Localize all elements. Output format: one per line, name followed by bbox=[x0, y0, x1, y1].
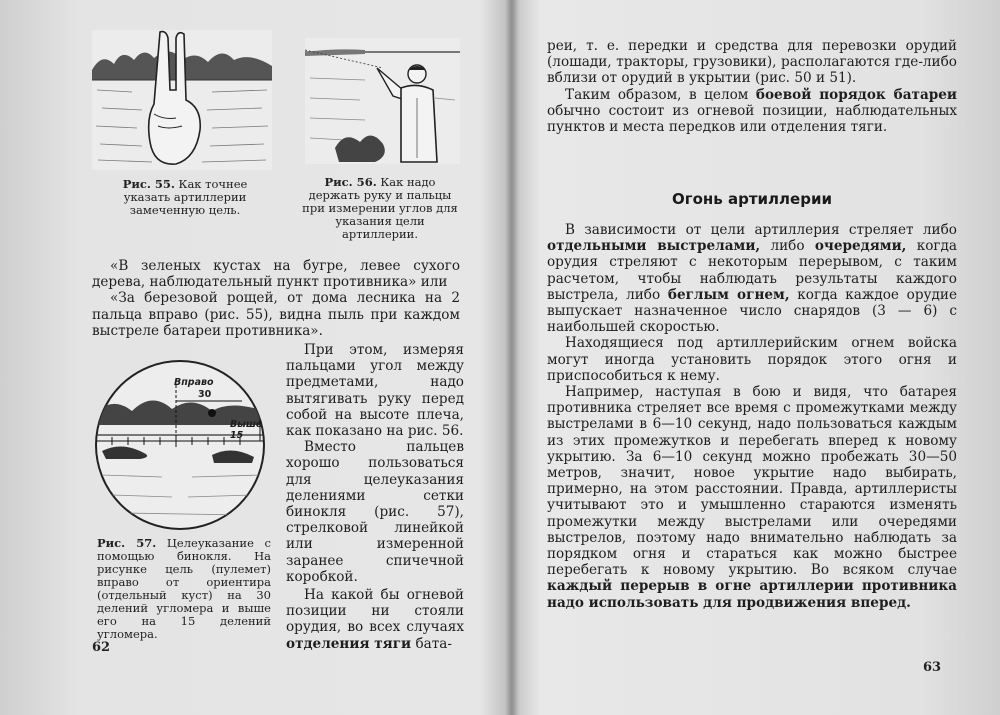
right-para-2: Находящиеся под артиллерийским огнем войска могут иногда установить порядок этого огня и приспособиться к нему. bbox=[547, 335, 957, 384]
fig57-label-right: Выше 15 bbox=[230, 419, 263, 441]
figure-56-caption-text: Как надо держать руку и пальцы при измерении углов для указания цели артиллерии. bbox=[302, 175, 458, 241]
right-cont-1: реи, т. е. передки и средства для перевозки орудий (лошади, тракторы, грузовики), располагаются где-либо вблизи от орудий в укрытии (рис. 50 и 51). bbox=[547, 38, 957, 87]
figure-57-illustration bbox=[92, 355, 270, 531]
fig57-label-top: Вправо bbox=[174, 377, 214, 388]
right-para-1-c: либо bbox=[770, 238, 805, 255]
right-para-3-text: Например, наступая в бою и видя, что батарея противника стреляет все время с промежутками между выстрелами в 6—10 секунд, надо пользоваться каждым из этих промежутков и перебегать вперед к новому укрытию. За 6—10 секунд можно пробежать 30—50 метров, значит, новое укрытие надо выбирать, примерно, на этом расстоянии. Правда, артиллеристы учитывают это и умышленно стараются изменять промежутки между выстрелами или очередями выстрелов, поэтому надо внимательно наблюдать за порядком огня и стараться как можно быстрее перебегать к новому укрытию. Во всяком случае bbox=[547, 384, 957, 579]
figure-57-caption bbox=[97, 537, 271, 641]
right-page-number: 63 bbox=[923, 660, 942, 675]
right-para-3 bbox=[547, 384, 957, 611]
left-para-1: При этом, измеряя пальцами угол между предметами, надо вытягивать руку перед собой на высоте плеча, как показано на рис. 56. bbox=[286, 342, 464, 440]
right-para-1-d: очередями, bbox=[814, 238, 907, 255]
right-cont-2-end: обычно состоит из огневой позиции, наблюдательных пунктов и места передков или отделения тяги. bbox=[547, 102, 957, 136]
figure-55-caption bbox=[100, 178, 270, 217]
right-para-1-e: когда орудия стреляют с некоторым перерывом, с таким расчетом, чтобы наблюдать результаты каждого выстрела, либо bbox=[547, 238, 957, 303]
right-page-top-text bbox=[547, 38, 957, 135]
figure-55-caption-prefix: Рис. 55. bbox=[122, 177, 175, 191]
left-page-number: 62 bbox=[92, 640, 111, 655]
quote-2: «За березовой рощей, от дома лесника на 2 пальца вправо (рис. 55), видна пыль при каждом выстреле батареи противника». bbox=[92, 290, 460, 339]
left-para-3-start: На какой бы огневой позиции ни стояли орудия, во всех случаях bbox=[286, 587, 464, 636]
figure-55-caption-text: Как точнее указать артиллерии замеченную цель. bbox=[123, 177, 248, 217]
left-page-body-column bbox=[286, 342, 464, 652]
figure-56-illustration bbox=[305, 38, 460, 164]
figure-57-caption-text: Целеуказание с помощью бинокля. На рисунке цель (пулемет) вправо от ориентира (отдельный куст) на 30 делений угломера и выше его на 15 делений угломера. bbox=[97, 536, 271, 641]
right-para-1-f: беглым огнем, bbox=[667, 286, 790, 303]
right-page-body bbox=[547, 222, 957, 611]
figure-57-caption-prefix: Рис. 57. bbox=[97, 536, 157, 550]
right-para-1-b: отдельными выстрелами, bbox=[547, 238, 761, 255]
right-para-1-g: когда каждое орудие выпускает назначенное число снарядов (3 — 6) с наибольшей скоростью. bbox=[547, 286, 957, 336]
left-para-3-end: бата- bbox=[415, 635, 452, 652]
right-para-3-bold: каждый перерыв в огне артиллерии противника надо использовать для продвижения вперед. bbox=[547, 578, 957, 611]
figure-55-illustration bbox=[92, 30, 272, 170]
left-para-3-bold: отделения тяги bbox=[286, 635, 412, 652]
right-cont-2-start: Таким образом, в целом bbox=[565, 86, 749, 103]
left-para-3 bbox=[286, 587, 464, 652]
fig57-label-num: 30 bbox=[198, 389, 212, 400]
right-page bbox=[515, 0, 1000, 715]
figure-56-caption bbox=[300, 176, 460, 241]
right-para-1-a: В зависимости от цели артиллерия стреляет либо bbox=[565, 222, 957, 238]
right-cont-2 bbox=[547, 87, 957, 136]
right-cont-2-bold: боевой порядок батареи bbox=[755, 86, 958, 103]
section-heading: Огонь артиллерии bbox=[672, 190, 832, 208]
right-para-1 bbox=[547, 222, 957, 335]
figure-56-caption-prefix: Рис. 56. bbox=[324, 175, 377, 189]
quote-block bbox=[92, 258, 460, 339]
left-para-2: Вместо пальцев хорошо пользоваться для целеуказания делениями сетки бинокля (рис. 57), стрелковой линейкой или измеренной заранее спичечной коробкой. bbox=[286, 439, 464, 585]
quote-1: «В зеленых кустах на бугре, левее сухого дерева, наблюдательный пункт противника» или bbox=[92, 258, 460, 291]
